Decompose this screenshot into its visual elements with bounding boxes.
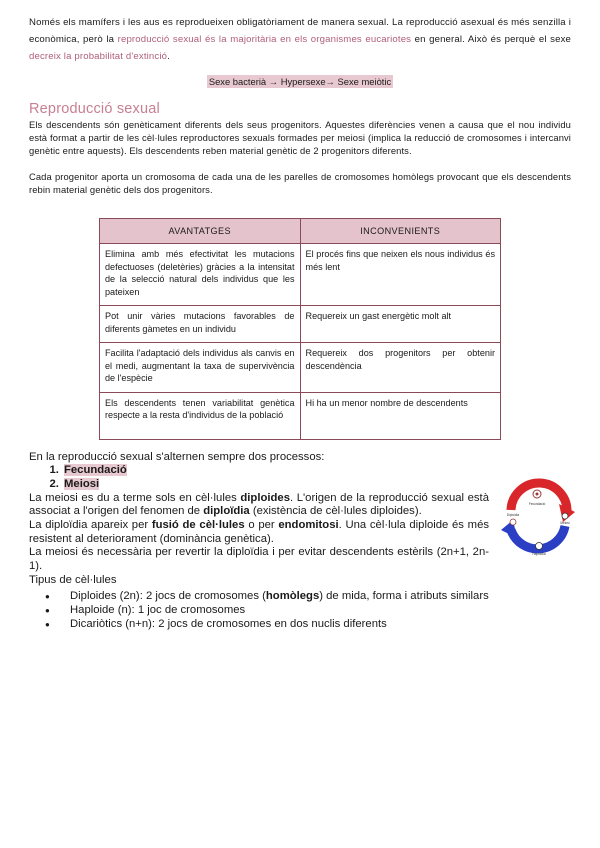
meiosis-paragraph: La meiosi es du a terme sols en cèl·lules diploides. L'origen de la reproducció sexual està associat a l'origen del fenomen de diploïdia (existència de cèl·lules diploides).: [29, 491, 489, 518]
cell-types-list: [29, 590, 489, 632]
table-row: [100, 392, 501, 439]
sexual-reproduction-notes: [29, 451, 489, 632]
evolution-line: Sexe bacterià → Hypersexe→ Sexe meiòtic: [208, 76, 392, 87]
diagram-label-top: Fecundació: [528, 502, 546, 506]
header-disadvantages: INCONVENIENTS: [300, 219, 501, 244]
list-item: ● Diploides (2n): 2 jocs de cromosomes (homòlegs) de mida, forma i atributs similars: [62, 590, 489, 604]
pros-cons-table: [99, 218, 501, 440]
life-cycle-diagram: [499, 478, 577, 562]
diploidy-paragraph: La diploïdia apareix per fusió de cèl·lules o per endomitosi. Una cèl·lula diploide és més resistent al deteriorament (dominància genètica).: [29, 519, 490, 545]
diagram-label-right: Meiosi: [560, 521, 570, 525]
advantage-cell: Els descendents tenen variabilitat genètica respecte a la resta d'individus de la població: [100, 392, 301, 439]
list-item: 2. Meiosi: [62, 478, 489, 492]
intro-paragraph: Només els mamífers i les aus es reprodueixen obligatòriament de manera sexual. La reproducció asexual és més senzilla i econòmica, però la reproducció sexual és la majoritària en els organismes eucariotes en general. Això és perquè el sexe decreix la probabilitat d'extinció.: [29, 17, 571, 62]
advantage-cell: Pot unir vàries mutacions favorables de diferents gàmetes en un individu: [100, 306, 301, 343]
highlight-eukaryotes: reproducció sexual és la majoritària en els organismes eucariotes: [117, 34, 412, 45]
table-row: [100, 244, 501, 306]
diagram-label-bottom: Haploidia: [532, 552, 546, 556]
header-advantages: AVANTATGES: [100, 219, 301, 244]
necessity-paragraph: La meiosi és necessària per revertir la diploïdia i per evitar descendents estèrils (2n+1, 2n-1).: [29, 546, 489, 573]
paragraph-chromosomes: Cada progenitor aporta un cromosoma de cada una de les parelles de cromosomes homòlegs provocant que els descendents rebin material genètic dels dos progenitors.: [29, 171, 571, 195]
disadvantage-cell: Requereix dos progenitors per obtenir descendència: [300, 343, 501, 393]
diagram-label-left: Diploidia: [506, 513, 520, 517]
disadvantage-cell: Hi ha un menor nombre de descendents: [300, 392, 501, 439]
disadvantage-cell: El procés fins que neixen els nous individus és més lent: [300, 244, 501, 306]
list-item: 1. Fecundació: [62, 464, 489, 478]
processes-intro: En la reproducció sexual s'alternen sempre dos processos:: [29, 450, 325, 463]
list-item: ● Haploide (n): 1 joc de cromosomes: [62, 604, 489, 618]
advantage-cell: Elimina amb més efectivitat les mutacions defectuoses (deletèries) gràcies a la intensitat de la selecció natural dels individus que les pateixen: [100, 244, 301, 306]
types-title: Tipus de cèl·lules: [29, 573, 117, 586]
table-row: [100, 343, 501, 393]
advantage-cell: Facilita l'adaptació dels individus als canvis en el medi, augmentant la taxa de supervivència de l'espècie: [100, 343, 301, 393]
list-item: ● Dicariòtics (n+n): 2 jocs de cromosomes en dos nuclis diferents: [62, 618, 489, 632]
paragraph-descendants: Els descendents són genèticament diferents dels seus progenitors. Aquestes diferències venen a causa que el nou individu està format a partir de les cèl·lules reproductores sexuals formades per meiosi (implica la reducció de cromosomes i intercanvi genètic entre aquests). Els descendents reben material genètic de 2 progenitors diferents.: [29, 119, 571, 156]
highlight-extinction: decreix la probabilitat d'extinció: [29, 51, 168, 62]
table-row: [100, 306, 501, 343]
disadvantage-cell: Requereix un gast energètic molt alt: [300, 306, 501, 343]
document-page: [29, 14, 571, 632]
processes-list: [29, 464, 489, 491]
section-title: Reproducció sexual: [29, 101, 160, 117]
